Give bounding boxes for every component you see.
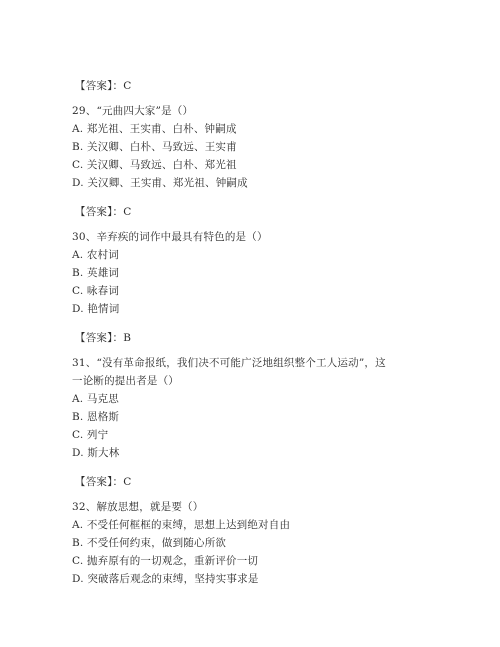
- question-30: 30、辛弃疾的词作中最具有特色的是（）: [72, 231, 268, 243]
- question-29-option-d: D. 关汉卿、王实甫、郑光祖、钟嗣成: [72, 177, 248, 189]
- question-31-option-d: D. 斯大林: [72, 447, 120, 459]
- question-32-option-b: B. 不受任何约束，做到随心所欲: [72, 537, 227, 549]
- question-31-option-a: A. 马克思: [72, 393, 119, 405]
- question-32: 32、解放思想，就是要（）: [72, 501, 204, 513]
- question-29-option-b: B. 关汉卿、白朴、马致远、王实甫: [72, 141, 237, 153]
- question-31-line-2: 一论断的提出者是（）: [72, 375, 179, 387]
- question-29: 29、“元曲四大家”是（）: [72, 105, 194, 117]
- question-29-option-a: A. 郑光祖、王实甫、白朴、钟嗣成: [72, 123, 237, 135]
- question-32-option-c: C. 抛弃原有的一切观念，重新评价一切: [72, 555, 259, 567]
- question-29-option-c: C. 关汉卿、马致远、白朴、郑光祖: [72, 159, 237, 171]
- question-29-answer: 【答案】：C: [75, 206, 132, 218]
- question-30-option-d: D. 艳情词: [72, 303, 120, 315]
- question-30-option-a: A. 农村词: [72, 249, 119, 261]
- question-31-option-c: C. 列宁: [72, 429, 109, 441]
- question-30-option-c: C. 咏春词: [72, 285, 120, 297]
- question-30-answer: 【答案】：B: [75, 332, 132, 344]
- question-31-line-1: 31、“没有革命报纸，我们决不可能广泛地组织整个工人运动”，这: [72, 357, 386, 369]
- question-31-option-b: B. 恩格斯: [72, 411, 120, 423]
- question-32-option-d: D. 突破落后观念的束缚，坚持实事求是: [72, 573, 259, 585]
- question-32-option-a: A. 不受任何框框的束缚，思想上达到绝对自由: [72, 519, 291, 531]
- answer-label: 【答案】：C: [75, 80, 132, 92]
- question-30-option-b: B. 英雄词: [72, 267, 120, 279]
- question-31-answer: 【答案】：C: [75, 476, 132, 488]
